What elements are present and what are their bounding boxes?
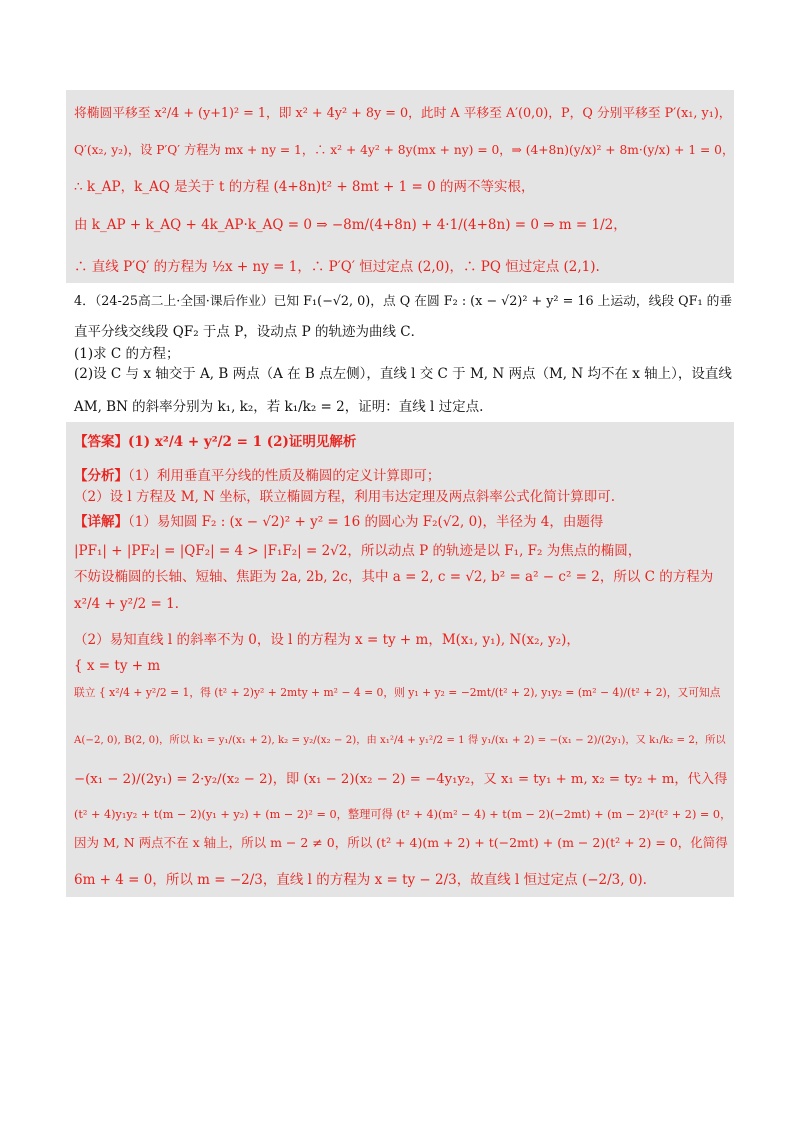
- detail-line-2: |PF₁| + |PF₂| = |QF₂| = 4 > |F₁F₂| = 2√2，所以动点 P 的轨迹是以 F₁, F₂ 为焦点的椭圆，: [74, 543, 642, 559]
- detail-line-6a: { x = ty + m: [74, 658, 161, 674]
- question-line-5: AM, BN 的斜率分别为 k₁, k₂，若 k₁/k₂ = 2，证明：直线 l 过定点.: [74, 399, 484, 415]
- detail-tag: 【详解】: [74, 514, 128, 530]
- detail-line-3: 不妨设椭圆的长轴、短轴、焦距为 2a, 2b, 2c，其中 a = 2, c = √2, b² = a² − c² = 2，所以 C 的方程为: [74, 569, 714, 585]
- solution-line-2: Q′(x₂, y₂)，设 P′Q′ 方程为 mx + ny = 1，∴ x² + 4y² + 8y(mx + ny) = 0，⇒ (4+8n)(y/x)² + 8m·(y/x) + 1 = 0，: [74, 143, 735, 157]
- detail-line-1: （1）易知圆 F₂ : (x − √2)² + y² = 16 的圆心为 F₂(√2, 0)，半径为 4，由题得: [128, 514, 604, 530]
- question-part-1: (1)求 C 的方程；: [74, 346, 180, 362]
- detail-line-9: (t² + 4)y₁y₂ + t(m − 2)(y₁ + y₂) + (m − 2)² = 0，整理可得 (t² + 4)(m² − 4) + t(m − 2)(−2mt) + (m − 2)²(t² + 2) = 0，: [74, 808, 732, 821]
- solution-line-1: 将椭圆平移至 x²/4 + (y+1)² = 1，即 x² + 4y² + 8y = 0，此时 A 平移至 A′(0,0)，P，Q 分别平移至 P′(x₁, y₁)，: [74, 106, 732, 121]
- detail-line-10: 因为 M, N 两点不在 x 轴上，所以 m − 2 ≠ 0，所以 (t² + 4)(m + 2) + t(−2mt) + (m − 2)(t² + 2) = 0，化简得: [74, 835, 728, 850]
- question-line-1: 4．（24-25高二上·全国·课后作业）已知 F₁(−√2, 0)，点 Q 在圆 F₂ : (x − √2)² + y² = 16 上运动，线段 QF₁ 的垂: [74, 294, 733, 309]
- detail-line-6b: 联立 { x²/4 + y²/2 = 1，得 (t² + 2)y² + 2mty + m² − 4 = 0，则 y₁ + y₂ = −2mt/(t² + 2), y₁y₂ = (m² − 4)/(t² + 2)，又可知点: [74, 686, 721, 699]
- answer-tag: 【答案】: [74, 434, 128, 450]
- detail-row: [74, 512, 603, 532]
- analysis-text-2: （2）设 l 方程及 M, N 坐标，联立椭圆方程，利用韦达定理及两点斜率公式化简计算即可.: [74, 489, 616, 505]
- detail-line-5: （2）易知直线 l 的斜率不为 0，设 l 的方程为 x = ty + m，M(x₁, y₁), N(x₂, y₂)，: [74, 632, 580, 648]
- analysis-text-1: （1）利用垂直平分线的性质及椭圆的定义计算即可；: [128, 468, 441, 484]
- solution-line-4: 由 k_AP + k_AQ + 4k_AP·k_AQ = 0 ⇒ −8m/(4+8n) + 4·1/(4+8n) = 0 ⇒ m = 1/2，: [74, 217, 627, 233]
- solution-line-3: ∴ k_AP，k_AQ 是关于 t 的方程 (4+8n)t² + 8mt + 1 = 0 的两不等实根，: [74, 179, 535, 195]
- answer-row: [74, 432, 356, 452]
- detail-line-11: 6m + 4 = 0，所以 m = −2/3，直线 l 的方程为 x = ty − 2/3，故直线 l 恒过定点 (−2/3, 0).: [74, 872, 647, 888]
- detail-line-4: x²/4 + y²/2 = 1．: [74, 596, 189, 612]
- question-line-2: 直平分线交线段 QF₂ 于点 P，设动点 P 的轨迹为曲线 C．: [74, 324, 425, 340]
- detail-line-7: A(−2, 0), B(2, 0)，所以 k₁ = y₁/(x₁ + 2), k₂ = y₂/(x₂ − 2)，由 x₁²/4 + y₁²/2 = 1 得 y₁/(x₁ + 2) = −(x₁ − 2)/(2y₁)，又 k₁/k₂ = 2，所以: [74, 734, 726, 746]
- detail-line-8: −(x₁ − 2)/(2y₁) = 2·y₂/(x₂ − 2)，即 (x₁ − 2)(x₂ − 2) = −4y₁y₂，又 x₁ = ty₁ + m, x₂ = ty₂ + m，代入得: [74, 772, 728, 787]
- answer-text: (1) x²/4 + y²/2 = 1 (2)证明见解析: [128, 434, 357, 450]
- solution-line-5: ∴ 直线 P′Q′ 的方程为 ½x + ny = 1，∴ P′Q′ 恒过定点 (2,0)，∴ PQ 恒过定点 (2,1).: [74, 259, 600, 275]
- analysis-row: [74, 466, 440, 486]
- question-part-2: (2)设 C 与 x 轴交于 A, B 两点（A 在 B 点左侧），直线 l 交 C 于 M, N 两点（M, N 均不在 x 轴上），设直线: [74, 366, 732, 382]
- analysis-tag: 【分析】: [74, 468, 128, 484]
